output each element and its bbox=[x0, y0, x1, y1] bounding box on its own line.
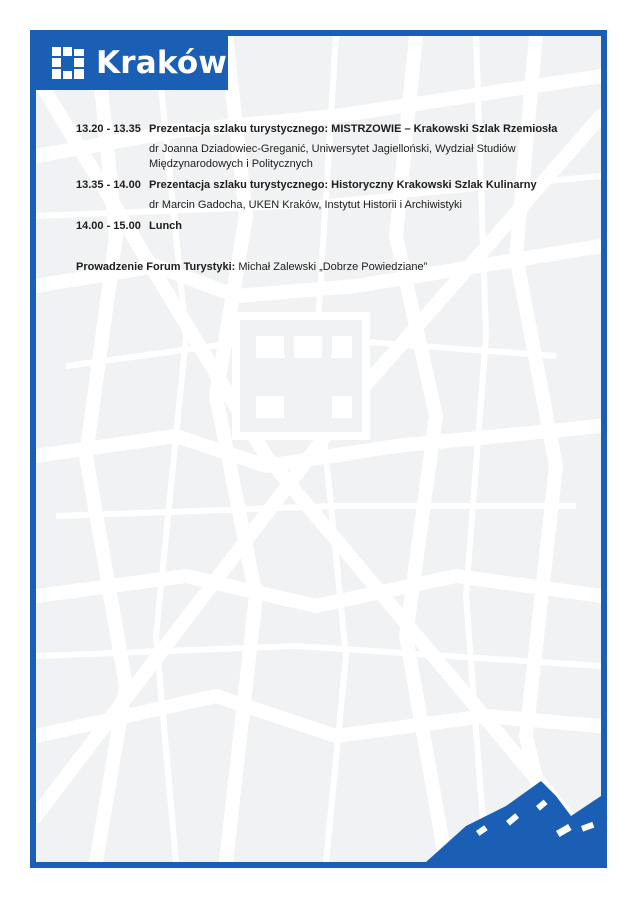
brand-logo[interactable] bbox=[36, 36, 228, 90]
schedule-time: 13.35 - 14.00 bbox=[76, 179, 141, 191]
schedule-item bbox=[76, 219, 596, 234]
schedule-item bbox=[76, 122, 596, 137]
moderator-label: Prowadzenie Forum Turystyki: bbox=[76, 261, 236, 273]
logo-text: Kraków bbox=[96, 45, 228, 81]
moderator-name: Michał Zalewski „Dobrze Powiedziane” bbox=[238, 261, 428, 273]
schedule-item bbox=[76, 178, 596, 193]
schedule-time: 14.00 - 15.00 bbox=[76, 220, 141, 232]
page-frame bbox=[30, 30, 607, 868]
schedule-content bbox=[76, 122, 596, 275]
krakow-logo-icon bbox=[52, 47, 84, 79]
schedule-title: Prezentacja szlaku turystycznego: Historyczny Krakowski Szlak Kulinarny bbox=[149, 179, 537, 191]
schedule-title: Prezentacja szlaku turystycznego: MISTRZOWIE – Krakowski Szlak Rzemiosła bbox=[149, 123, 558, 135]
schedule-speaker: dr Marcin Gadocha, UKEN Kraków, Instytut Historii i Archiwistyki bbox=[149, 199, 462, 211]
schedule-time: 13.20 - 13.35 bbox=[76, 123, 141, 135]
schedule-speaker: dr Joanna Dziadowiec-Greganić, Uniwersytet Jagielloński, Wydział Studiów Międzynarodowych i Politycznych bbox=[149, 143, 516, 170]
moderator-line bbox=[76, 260, 596, 275]
schedule-title: Lunch bbox=[149, 220, 182, 232]
